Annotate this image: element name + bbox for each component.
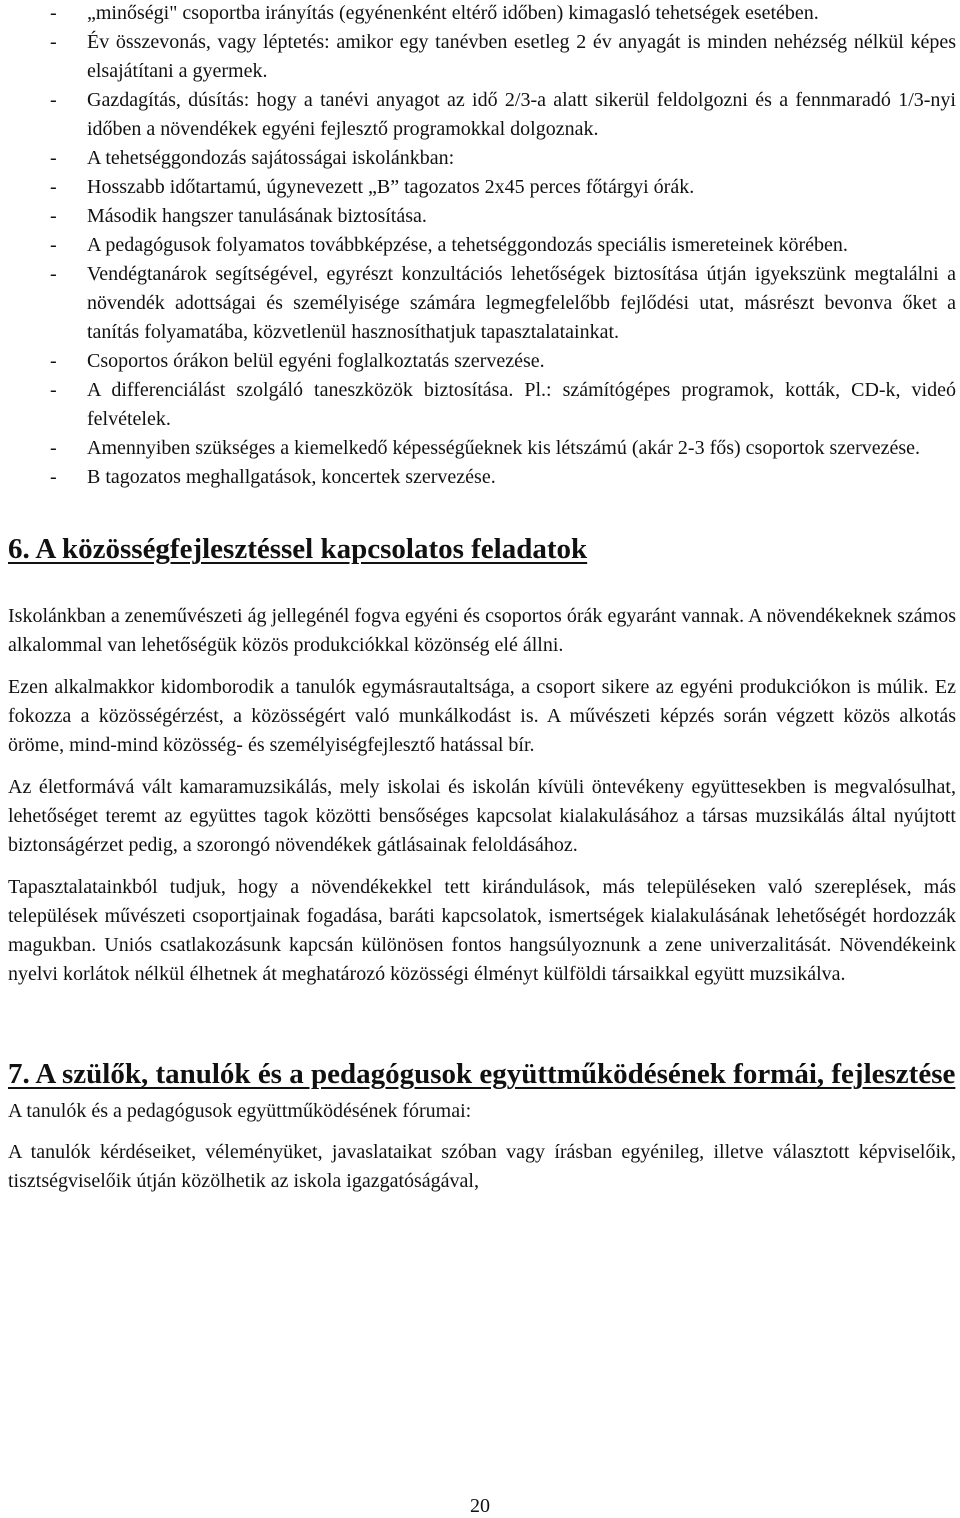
list-item-text: Amennyiben szükséges a kiemelkedő képességűeknek kis létszámú (akár 2-3 fős) csoportok szervezése. (87, 437, 921, 459)
list-item-text: Csoportos órákon belül egyéni foglalkoztatás szervezése. (87, 350, 545, 372)
section-7-paragraph: A tanulók és a pedagógusok együttműködésének fórumai: (8, 1100, 472, 1122)
section-6-heading: 6. A közösségfejlesztéssel kapcsolatos feladatok (8, 533, 588, 565)
document-page (8, 0, 956, 1196)
section-6-paragraph: Tapasztalatainkból tudjuk, hogy a növendékekkel tett kirándulások, más településeken való szereplések, más települések művészeti csoportjainak fogadása, baráti kapcsolatok, ismertségek kialakulásának lehetőségét hordozzák magukban. Uniós csatlakozásunk kapcsán különösen fontos hangsúlyoznunk a zene univerzalitását. Növendékeink nyelvi korlátok nélkül élhetnek át meghatározó közösségi élményt külföldi társaikkal együtt muzsikálva. (8, 876, 956, 985)
list-item (8, 376, 956, 434)
list-dash: - (50, 350, 57, 372)
section-6-paragraph: Ezen alkalmakkor kidomborodik a tanulók egymásrautaltsága, a csoport sikere az egyéni produkciókon is múlik. Ez fokozza a közösségérzést, a közösségért való munkálkodást is. A művészeti képzés során végzett közös alkotás öröme, mind-mind közösség- és személyiségfejlesztő hatással bír. (8, 676, 956, 756)
list-item (8, 260, 956, 347)
section-7-paragraph: A tanulók kérdéseiket, véleményüket, javaslataikat szóban vagy írásban egyénileg, illetve választott képviselőik, tisztségviselőik útján közölhetik az iskola igazgatóságával, (8, 1141, 956, 1192)
list-item-text: A tehetséggondozás sajátosságai iskolánkban: (87, 147, 455, 169)
list-item (8, 0, 956, 28)
list-item-text: Hosszabb időtartamú, úgynevezett „B” tagozatos 2x45 perces főtárgyi órák. (87, 176, 695, 198)
list-item (8, 86, 956, 144)
list-dash: - (50, 263, 57, 285)
section-6-paragraph: Az életformává vált kamaramuzsikálás, mely iskolai és iskolán kívüli öntevékeny együttesekben is megvalósulhat, lehetőséget teremt az együttes tagok közötti bensőséges kapcsolat kialakulásához a társas muzsikálás által nyújtott biztonságérzet pedig, a szorongó növendékek gátlásainak feloldásához. (8, 776, 956, 856)
list-item-text: Vendégtanárok segítségével, egyrészt konzultációs lehetőségek biztosítása útján igyekszünk megtalálni a növendék adottságai és személyisége számára legmegfelelőbb fejlődési utat, másrészt bevonva őket a tanítás folyamatába, közvetlenül hasznosíthatjuk tapasztalatainkat. (87, 263, 956, 343)
list-dash: - (50, 437, 57, 459)
list-item (8, 173, 956, 202)
page-number: 20 (470, 1495, 490, 1517)
list-dash: - (50, 466, 57, 488)
list-item (8, 463, 956, 492)
section-7-heading: 7. A szülők, tanulók és a pedagógusok együttműködésének formái, fejlesztése (8, 1058, 956, 1090)
list-item (8, 434, 956, 463)
list-dash: - (50, 176, 57, 198)
list-item (8, 144, 956, 173)
list-item-text: Második hangszer tanulásának biztosítása. (87, 205, 427, 227)
list-dash: - (50, 31, 57, 53)
list-item-text: Gazdagítás, dúsítás: hogy a tanévi anyagot az idő 2/3-a alatt sikerül feldolgozni és a fennmaradó 1/3-nyi időben a növendékek egyéni fejlesztő programokkal dolgoznak. (87, 89, 956, 140)
list-dash: - (50, 89, 57, 111)
list-dash: - (50, 205, 57, 227)
list-dash: - (50, 2, 57, 24)
list-item-text: B tagozatos meghallgatások, koncertek szervezése. (87, 466, 496, 488)
list-item (8, 202, 956, 231)
list-item-text: A differenciálást szolgáló taneszközök biztosítása. Pl.: számítógépes programok, kották, CD-k, videó felvételek. (87, 379, 956, 430)
list-item-text: A pedagógusok folyamatos továbbképzése, a tehetséggondozás speciális ismereteinek körében. (87, 234, 848, 256)
list-dash: - (50, 147, 57, 169)
list-item-text: Év összevonás, vagy léptetés: amikor egy tanévben esetleg 2 év anyagát is minden nehézség nélkül képes elsajátítani a gyermek. (87, 31, 956, 82)
list-item (8, 28, 956, 86)
talent-features-list (8, 173, 956, 492)
list-dash: - (50, 234, 57, 256)
list-dash: - (50, 379, 57, 401)
list-item (8, 347, 956, 376)
list-item (8, 231, 956, 260)
list-item-text: „minőségi" csoportba irányítás (egyénenként eltérő időben) kimagasló tehetségek esetében. (87, 2, 819, 24)
talent-methods-list (8, 0, 956, 173)
section-6-paragraph: Iskolánkban a zeneművészeti ág jellegénél fogva egyéni és csoportos órák egyaránt vannak. A növendékeknek számos alkalommal van lehetőségük közös produkciókkal közönség elé állni. (8, 605, 956, 656)
